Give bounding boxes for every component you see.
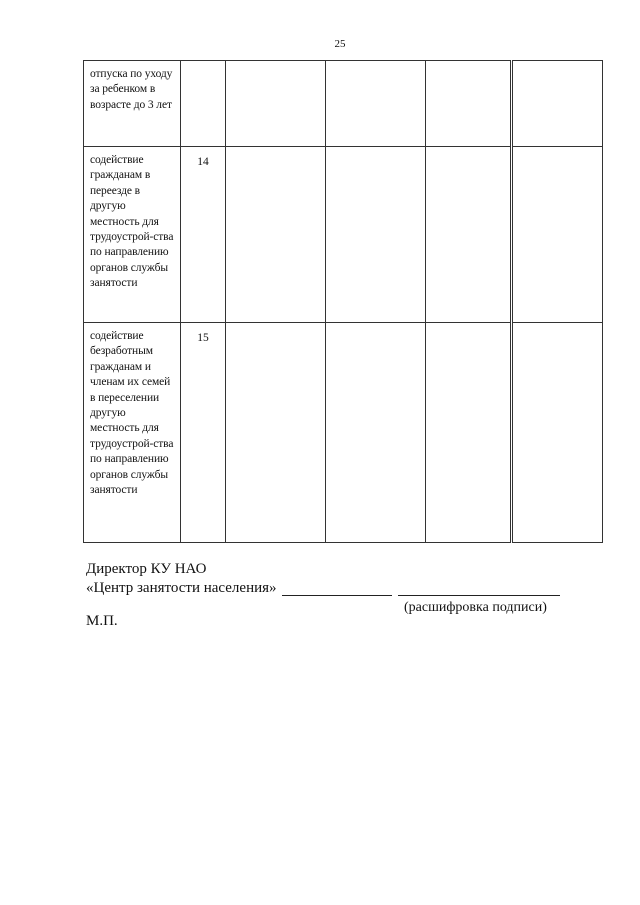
table-cell (426, 323, 512, 543)
table-cell (326, 147, 426, 323)
table-cell (326, 61, 426, 147)
row-label: отпуска по уходу за ребенком в возрасте до 3 лет (84, 61, 181, 147)
table-cell (326, 323, 426, 543)
table-cell (426, 147, 512, 323)
director-title: Директор КУ НАО (86, 561, 207, 577)
table-row (84, 61, 603, 147)
table-row (84, 147, 603, 323)
table-row (84, 323, 603, 543)
page-number: 25 (334, 38, 346, 50)
row-number (181, 61, 226, 147)
table-cell (426, 61, 512, 147)
row-number: 15 (181, 323, 226, 543)
row-label: содействие гражданам в переезде в другую местность для трудоустрой-ства по направлению органов службы занятости (84, 147, 181, 323)
name-line (398, 595, 560, 596)
table-cell (226, 147, 326, 323)
decipher-label: (расшифровка подписи) (404, 600, 547, 615)
table-cell (512, 61, 603, 147)
report-table (83, 60, 603, 543)
seal-label: М.П. (86, 613, 118, 629)
organization-name: «Центр занятости населения» (86, 580, 277, 596)
table-cell (512, 147, 603, 323)
signature-line (282, 595, 392, 596)
table-cell (226, 61, 326, 147)
table-cell (226, 323, 326, 543)
row-label: содействие безработным гражданам и членам их семей в переселении другую местность для трудоустрой-ства по направлению органов службы занятости (84, 323, 181, 543)
table-cell (512, 323, 603, 543)
row-number: 14 (181, 147, 226, 323)
